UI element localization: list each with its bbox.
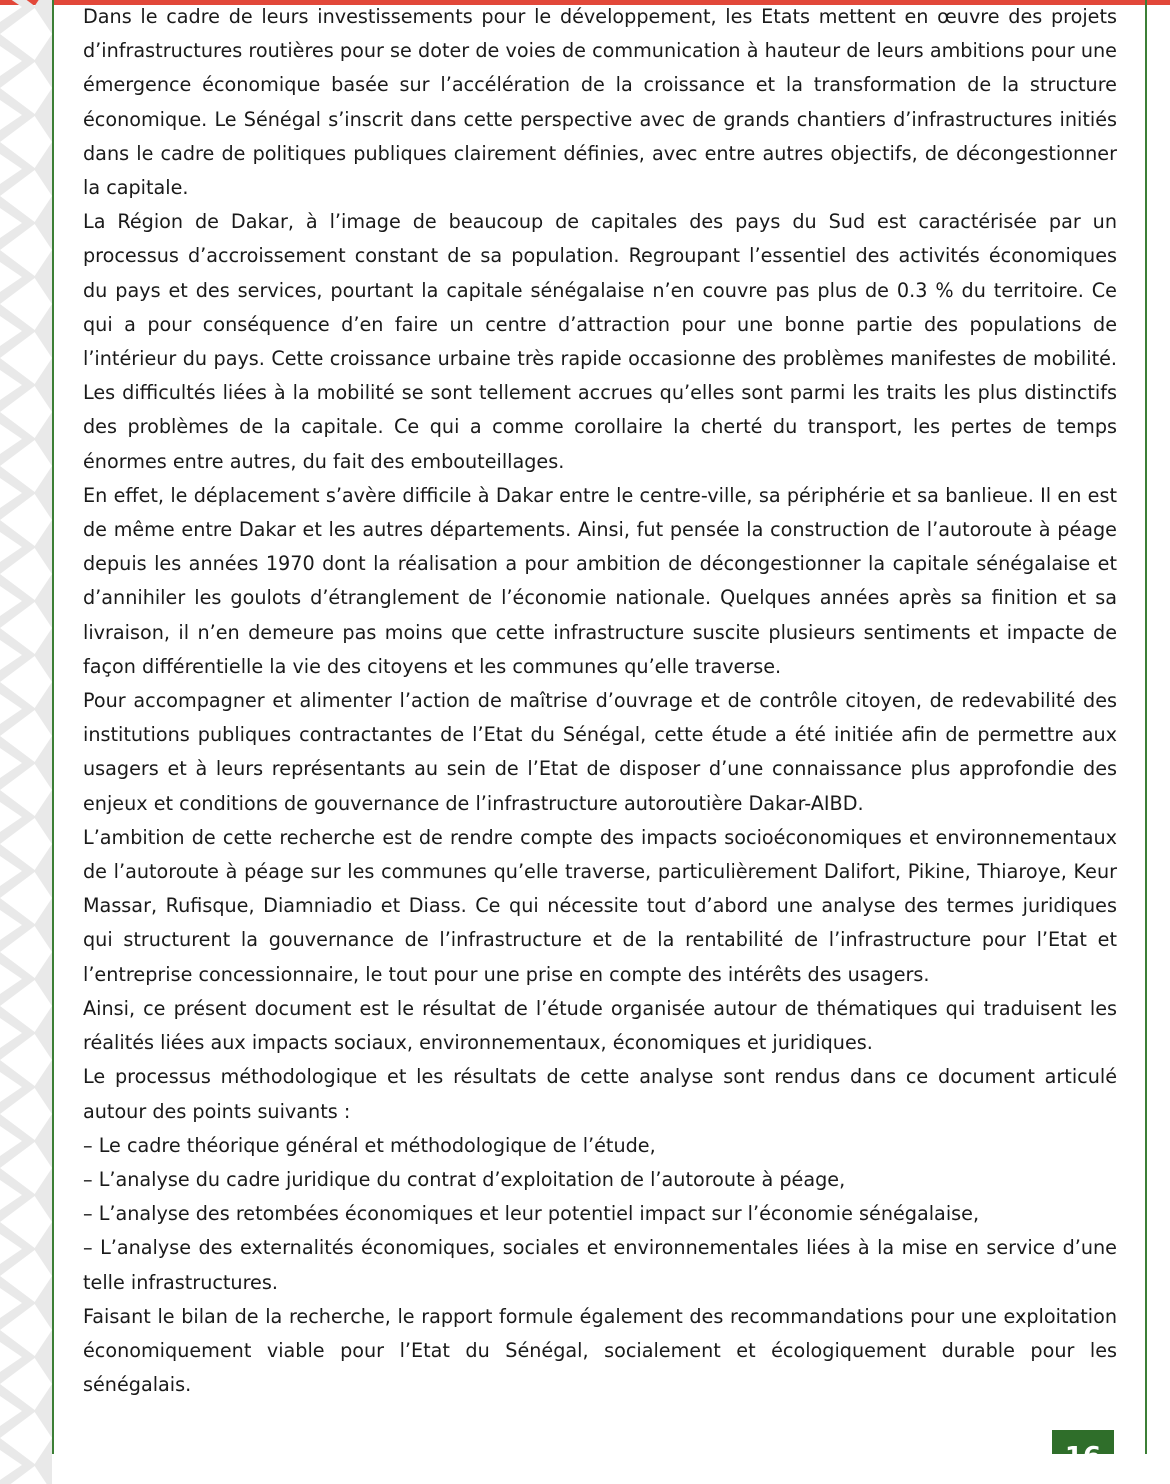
chevron-shape [0,1006,36,1060]
paragraph-dakar-region: La Région de Dakar, à l’image de beaucoup de capitales des pays du Sud est caractérisée par un processus d’accroissement constant de sa population. Regroupant l’essentiel des activités économiques du pays et des services, pourtant la capitale sénégalaise n’en couvre pas plus de 0.3 % du territoire. Ce qui a pour conséquence d’en faire un centre d’attraction pour une bonne partie des populations de l’intérieur du pays. Cette croissance urbaine très rapide occasionne des problèmes manifestes de mobilité. Les difficultés liées à la mobilité se sont tellement accrues qu’elles sont parmi les traits les plus distinctifs des problèmes de la capitale. Ce qui a comme corollaire la cherté du transport, les pertes de temps énormes entre autres, du fait des embouteillages. [83,210,1117,473]
paragraph-recommendations: Faisant le bilan de la recherche, le rapport formule également des recommandations pour une exploitation économiquement viable pour l’Etat du Sénégal, socialement et écologiquement durable pour les sénégalais. [83,1304,1117,1397]
triangle-shape [34,1384,52,1438]
triangle-shape [34,412,52,466]
paragraph-document-result: Ainsi, ce présent document est le résultat de l’étude organisée autour de thématiques qui traduisent les réalités liées aux impacts sociaux, environnementaux, économiques et juridiques. [83,996,1117,1055]
triangle-shape [34,520,52,574]
right-border-line [1145,0,1147,1454]
chevron-shape [0,574,36,628]
triangle-shape [34,0,52,34]
list-item-economic-impact: – L’analyse des retombées économiques et leur potentiel impact sur l’économie sénégalaise, [83,1202,980,1226]
chevron-shape [0,142,36,196]
chevron-shape [0,1330,36,1384]
chevron-shape [0,628,36,682]
triangle-shape [34,844,52,898]
chevron-pattern-decoration [0,0,52,1454]
chevron-shape [0,898,36,952]
chevron-shape [0,682,36,736]
paragraph-toll-road: En effet, le déplacement s’avère difficile à Dakar entre le centre-ville, sa périphérie et sa banlieue. Il en est de même entre Dakar et les autres départements. Ainsi, fut pensée la construction de l’autoroute à péage depuis les années 1970 dont la réalisation a pour ambition de décongestionner la capitale sénégalaise et d’annihiler les goulots d’étranglement de l’économie nationale. Quelques années après sa finition et sa livraison, il n’en demeure pas moins que cette infrastructure suscite plusieurs sentiments et impacte de façon différentielle la vie des citoyens et les communes qu’elle traverse. [83,483,1117,678]
paragraph-intro: Dans le cadre de leurs investissements pour le développement, les Etats mettent en œuvre des projets d’infrastructures routières pour se doter de voies de communication à hauteur de leurs ambitions pour une émergence économique basée sur l’accélération de la croissance et la transformation de la structure économique. Le Sénégal s’inscrit dans cette perspective avec de grands chantiers d’infrastructures initiés dans le cadre de politiques publiques clairement définies, avec entre autres objectifs, de décongestionner la capitale. [83,5,1117,200]
chevron-shape [0,1114,36,1168]
triangle-shape [34,88,52,142]
page-number-badge: 16 [1052,1430,1114,1454]
chevron-shape [0,358,36,412]
left-border-line [52,0,54,1454]
paragraph-research-ambition: L’ambition de cette recherche est de rendre compte des impacts socioéconomiques et environnementaux de l’autoroute à péage sur les communes qu’elle traverse, particulièrement Dalifort, Pikine, Thiaroye, Keur Massar, Rufisque, Diamniadio et Diass. Ce qui nécessite tout d’abord une analyse des termes juridiques qui structurent la gouvernance de l’infrastructure et de la rentabilité de l’infrastructure pour l’Etat et l’entreprise concessionnaire, le tout pour une prise en compte des intérêts des usagers. [83,825,1117,986]
list-item-externalities: – L’analyse des externalités économiques, sociales et environnementales liées à la mise en service d’une telle infrastructures. [83,1236,1117,1294]
triangle-shape [34,1222,52,1276]
chevron-shape [0,1438,36,1484]
triangle-shape [34,952,52,1006]
triangle-shape [34,1276,52,1330]
triangle-shape [34,1006,52,1060]
chevron-shape [0,952,36,1006]
triangle-shape [34,574,52,628]
chevron-shape [0,520,36,574]
chevron-shape [0,250,36,304]
chevron-shape [0,304,36,358]
chevron-shape [0,1384,36,1438]
triangle-shape [34,304,52,358]
chevron-shape [0,196,36,250]
triangle-shape [34,1330,52,1384]
triangle-shape [34,628,52,682]
chevron-shape [0,88,36,142]
chevron-shape [0,412,36,466]
chevron-shape [0,790,36,844]
chevron-shape [0,1222,36,1276]
triangle-shape [34,736,52,790]
triangle-shape [34,1168,52,1222]
paragraph-study-purpose: Pour accompagner et alimenter l’action de maîtrise d’ouvrage et de contrôle citoyen, de redevabilité des institutions publiques contractantes de l’Etat du Sénégal, cette étude a été initiée afin de permettre aux usagers et à leurs représentants au sein de l’Etat de disposer d’une connaissance plus approfondie des enjeux et conditions de gouvernance de l’infrastructure autoroutière Dakar-AIBD. [83,689,1117,815]
triangle-shape [34,250,52,304]
chevron-shape [0,1276,36,1330]
list-item-legal-framework: – L’analyse du cadre juridique du contrat d’exploitation de l’autoroute à péage, [83,1167,846,1191]
triangle-shape [34,1438,52,1484]
chevron-shape [0,844,36,898]
chevron-shape [0,466,36,520]
triangle-shape [34,34,52,88]
triangle-shape [34,142,52,196]
chevron-shape [0,0,36,34]
list-item-theoretical-framework: – Le cadre théorique général et méthodologique de l’étude, [83,1133,656,1157]
triangle-shape [34,1060,52,1114]
triangle-shape [34,358,52,412]
triangle-shape [34,466,52,520]
chevron-shape [0,1060,36,1114]
triangle-shape [34,790,52,844]
triangle-shape [34,682,52,736]
triangle-shape [34,196,52,250]
body-text [83,0,1117,1402]
triangle-shape [34,1114,52,1168]
chevron-shape [0,736,36,790]
triangle-shape [34,898,52,952]
chevron-shape [0,34,36,88]
paragraph-methodology: Le processus méthodologique et les résultats de cette analyse sont rendus dans ce document articulé autour des points suivants : [83,1065,1117,1123]
chevron-shape [0,1168,36,1222]
